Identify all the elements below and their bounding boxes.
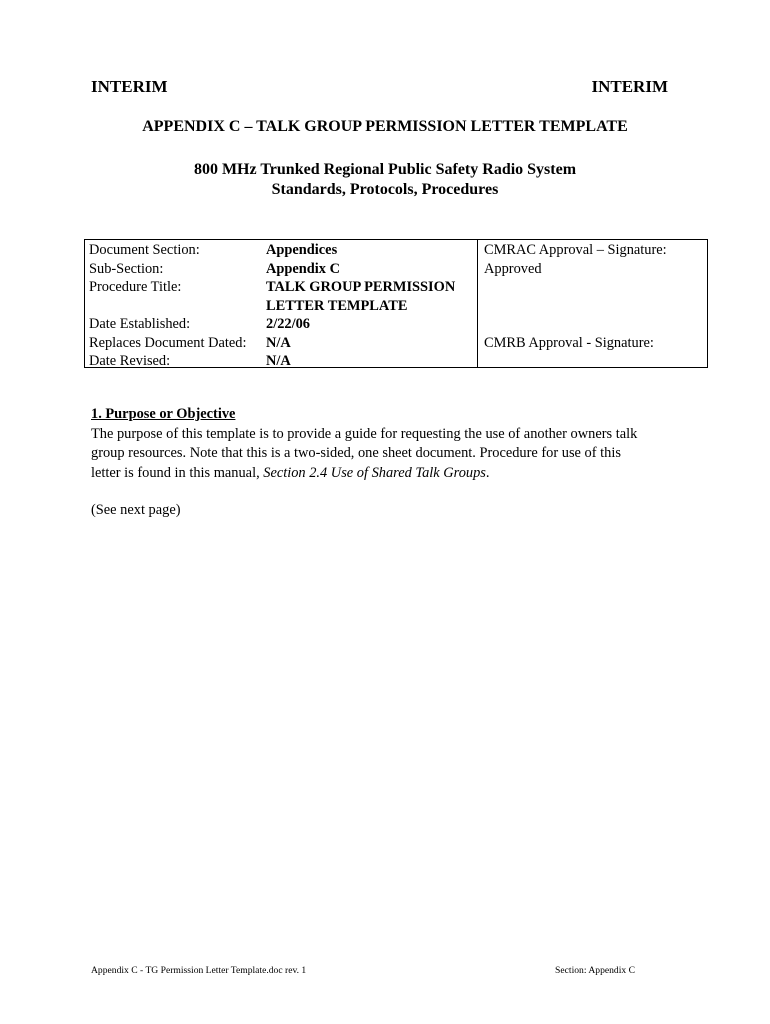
value-procedure-title-line-2: LETTER TEMPLATE <box>266 297 408 314</box>
section-heading: 1. Purpose or Objective <box>91 406 236 422</box>
info-values-column <box>266 240 474 367</box>
body-line-3: letter is found in this manual, <box>91 464 264 481</box>
label-procedure-title: Procedure Title: <box>89 279 182 295</box>
info-labels-column <box>89 240 265 367</box>
body-line-3-end: . <box>485 464 490 481</box>
approvals-column <box>477 240 708 367</box>
footer-filename: Appendix C - TG Permission Letter Template.doc rev. 1 <box>91 965 307 976</box>
interim-header-right: INTERIM <box>591 77 668 96</box>
label-document-section: Document Section: <box>89 242 200 258</box>
purpose-section <box>91 405 681 521</box>
body-line-2: group resources. Note that this is a two-sided, one sheet document. Procedure for use of this <box>91 445 621 461</box>
subtitle-line-1: 800 MHz Trunked Regional Public Safety Radio System <box>193 161 577 178</box>
cmrb-approval-label: CMRB Approval - Signature: <box>484 334 654 351</box>
footer-section: Section: Appendix C <box>555 965 635 976</box>
value-document-section: Appendices <box>266 242 338 258</box>
label-date-revised: Date Revised: <box>89 353 171 369</box>
label-sub-section: Sub-Section: <box>89 260 164 277</box>
cmrac-approval-label: CMRAC Approval – Signature: <box>484 242 667 258</box>
document-subtitle <box>0 160 770 200</box>
section-reference: Section 2.4 Use of Shared Talk Groups <box>263 464 486 481</box>
label-spacer <box>89 297 265 316</box>
see-next-page-note: (See next page) <box>91 502 181 518</box>
value-date-revised: N/A <box>266 353 291 369</box>
approval-spacer <box>484 278 708 315</box>
value-date-established: 2/22/06 <box>266 316 310 332</box>
section-body <box>91 425 681 484</box>
value-replaces-document-dated: N/A <box>266 334 291 351</box>
appendix-title: APPENDIX C – TALK GROUP PERMISSION LETTER TEMPLATE <box>142 118 628 135</box>
approval-spacer-2 <box>484 315 708 334</box>
cmrac-approval-value: Approved <box>484 260 542 277</box>
value-procedure-title-line-1: TALK GROUP PERMISSION <box>266 279 456 295</box>
interim-header-left: INTERIM <box>91 77 168 96</box>
label-date-established: Date Established: <box>89 316 191 332</box>
body-line-1: The purpose of this template is to provide a guide for requesting the use of another owners talk <box>91 425 638 442</box>
subtitle-line-2: Standards, Protocols, Procedures <box>271 181 499 198</box>
label-replaces-document-dated: Replaces Document Dated: <box>89 334 247 351</box>
document-info-table <box>84 239 708 368</box>
value-sub-section: Appendix C <box>266 260 340 277</box>
